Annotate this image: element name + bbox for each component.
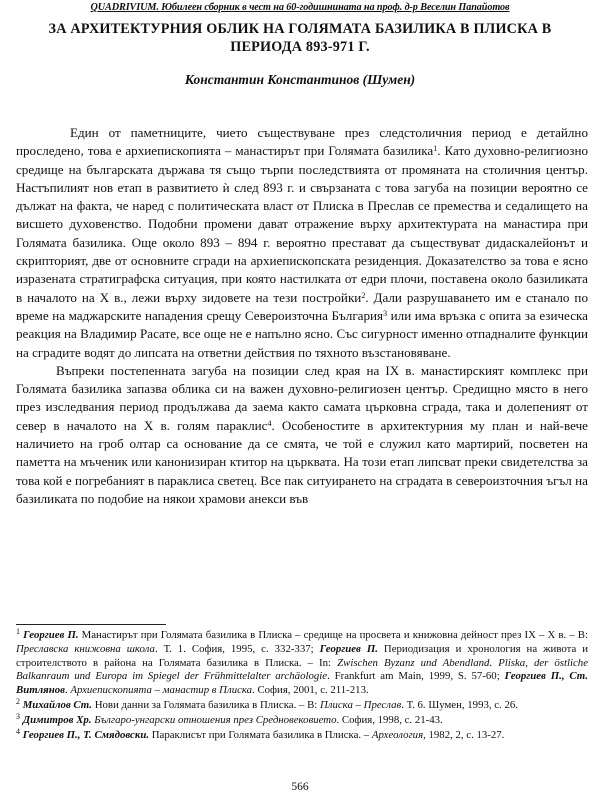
footnote-number: 1 [16, 627, 20, 636]
footnote-number: 4 [16, 726, 20, 736]
footnote-text: Георгиев П. [20, 629, 79, 641]
body-paragraph [16, 124, 588, 362]
footnote-ref[interactable]: 4 [267, 418, 272, 428]
footnote-text: . София, 1998, с. 21-43. [336, 713, 443, 726]
footnote-text: Михайлов Ст. [20, 698, 93, 711]
footnote-text: Георгиев П. [319, 642, 378, 655]
footnote-text: Архиепископията – манастир в Плиска [70, 684, 253, 697]
footnote-separator [16, 624, 166, 625]
article-author: Константин Константинов (Шумен) [184, 72, 416, 87]
footnote-ref[interactable]: 2 [361, 290, 366, 300]
footnote-text: Параклисът при Голямата базилика в Плиска. – [149, 728, 372, 741]
article-title: ЗА АРХИТЕКТУРНИЯ ОБЛИК НА ГОЛЯМАТА БАЗИЛИКА В ПЛИСКА В ПЕРИОДА 893-971 Г. [48, 21, 552, 55]
footnote-ref[interactable]: 1 [433, 144, 438, 154]
footnote-text: Периодизация и хронология на живота и строителството в района на Голямата базилика в Плиска. – In: [16, 642, 589, 669]
article-body [16, 124, 588, 508]
footnote-text: . Т. 1. София, 1995, с. 332-337; [154, 642, 320, 655]
footnote-text: Георгиев П., Т. Смядовски. [20, 728, 150, 741]
page-number: 566 [291, 781, 309, 793]
paragraph-text: Въпреки постепенната загуба на позиции след края на IX в. манастирският комплекс при Голямата базилика запазва облика си на важен духовно-религиозен център. Средищно място в него през изследвания период продължава да заема както самата църковна сграда, така и долепеният от север в началото на X в. голям параклис [16, 362, 588, 433]
running-head: QUADRIVIUM. Юбилеен сборник в чест на 60-годишнината на проф. д-р Веселин Папайотов [90, 2, 510, 13]
footnote-text: Нови данни за Голямата базилика в Плиска. – В: [92, 698, 320, 711]
footnote [16, 726, 588, 743]
footnote-text: . Frankfurt am Main, 1999, S. 57-60; [327, 670, 505, 683]
paragraph-text: Един от паметниците, чието съществуване през следстоличния период е детайлно проследено, това е архиепископията – манастирът при Голямата базилика [16, 125, 588, 159]
footnote-text: Археология [371, 728, 424, 741]
footnote-text: Манастирът при Голямата базилика в Плиска – средище на просвета и книжовна дейност през IX – X в. – В: [78, 629, 588, 641]
paragraph-text: или има връзка с опита за езическа реакция на Владимир Расате, все още не е напълно ясно. Със сигурност именно отпадналите функции на сградите водят до липсата на ответни действия по тяхното възстановяване. [16, 307, 588, 360]
footnote-text: Димитров Хр. [20, 713, 92, 726]
paragraph-text: . Дали разрушаването им е станало по време на маджарските нападения срещу Североизточна България [16, 289, 588, 323]
footnote-number: 3 [16, 711, 20, 721]
footnote-text: Българо-унгарски отношения през Средновековието [94, 713, 337, 726]
footnote [16, 696, 588, 713]
footnote-text: Георгиев П., Ст. Витлянов [16, 670, 588, 697]
footnote-number: 2 [16, 696, 20, 706]
footnote-text: . София, 2001, с. 211-213. [252, 684, 369, 697]
footnote-text: , 1982, 2, с. 13-27. [423, 728, 505, 741]
paragraph-text: . Като духовно-религиозно средище на българската държава тя също търпи последствията от промяната на столичния център. Настъпилият нов етап в развитието ѝ след 893 г. и свързаната с това загуба на позиции вероятно се дължат на факта, че наред с политическата власт от Плиска в Преслав се премества и седалището на висшето духовенство. Подобни промени дават отражение върху архитектурата на манастира при Голямата базилика. Още около 893 – 894 г. вероятно престават да съществуват дидаскалейонът и скрипторият, две от основните сгради на архиепископската резиденция. Доказателство за това е ясно изразената стратиграфска ситуация, при която настилката от едри плочи, поставена около базиликата в началото на X в., лежи върху зидовете на тези постройки [16, 143, 588, 305]
footnote [16, 711, 588, 728]
paragraph-text: . Особеностите в архитектурния му план и най-вече наличието на гроб олтар са основание да се смята, че той е служил като мартирий, посветен на паметта на мъченик или канонизиран ктитор на църквата. На този етап липсват преки свидетелства за това кой е погребаният в параклиса светец. Все пак ситуирането на сградата в североизточния ъгъл на базиликата по подобие на някои храмови анекси във [16, 417, 588, 506]
footnote-text: . [64, 684, 71, 697]
footnote-ref[interactable]: 3 [383, 308, 388, 318]
footnote-text: Zwischen Byzanz und Abendland. Pliska, der östliche Balkanraum und Europa im Spiegel der Frühmittelalter archäologie [16, 656, 588, 683]
footnote-text: . Т. 6. Шумен, 1993, с. 26. [401, 698, 518, 711]
footnote [16, 629, 588, 698]
footnote-text: Преславска книжовна школа [16, 642, 155, 655]
footnotes [16, 629, 588, 743]
body-paragraph [16, 362, 588, 508]
footnote-text: Плиска – Преслав [319, 698, 402, 711]
